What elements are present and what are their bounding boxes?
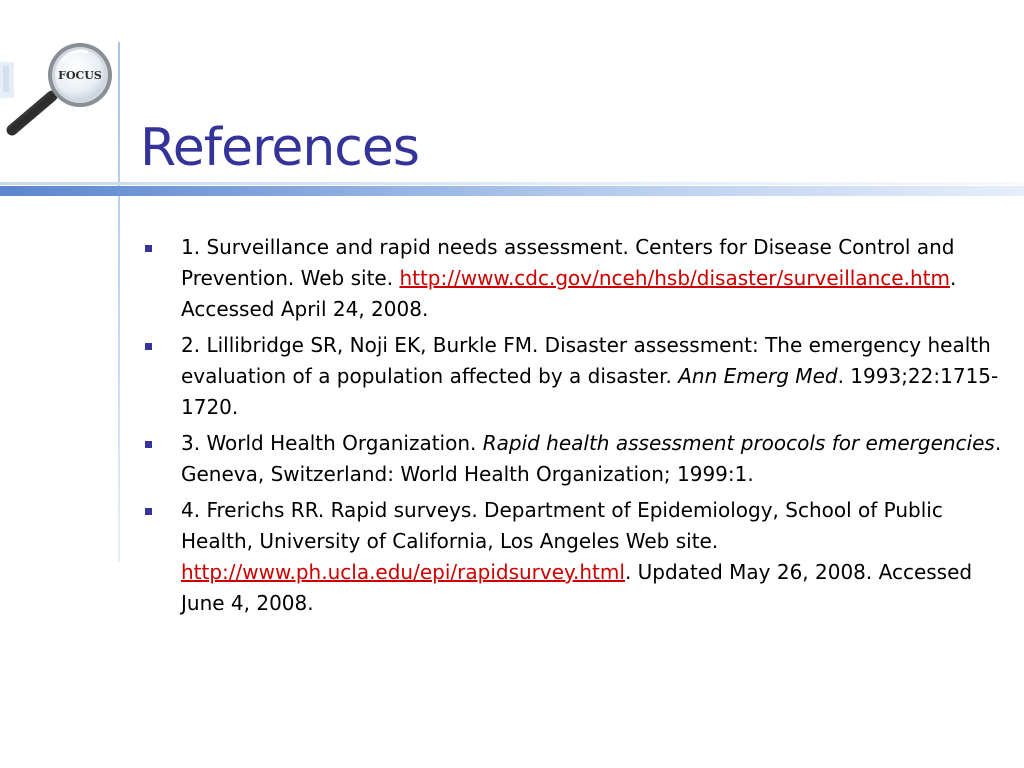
reference-1-text: 1. Surveillance and rapid needs assessment. Centers for Disease Control and Prevention. Web site. <box>181 235 955 290</box>
reference-1-link[interactable]: http://www.cdc.gov/nceh/hsb/disaster/surveillance.htm <box>399 266 950 290</box>
title-underline-highlight <box>0 182 1024 185</box>
focus-logo <box>0 40 120 140</box>
reference-3-book-title: Rapid health assessment proocols for emergencies <box>482 431 995 455</box>
reference-4-text: 4. Frerichs RR. Rapid surveys. Department of Epidemiology, School of Public Health, University of California, Los Angeles Web site. <box>181 498 943 553</box>
reference-3-text: 3. World Health Organization. <box>181 431 483 455</box>
magnifier-icon <box>0 40 120 140</box>
title-underline-bar <box>0 186 1024 196</box>
reference-3-publisher: . Geneva, Switzerland: World Health Organization; 1999:1. <box>181 431 1002 486</box>
slide-title: References <box>140 118 419 178</box>
bullet-icon <box>145 441 152 448</box>
reference-2-journal: Ann Emerg Med <box>678 364 838 388</box>
vertical-divider <box>118 42 120 562</box>
reference-4-link[interactable]: http://www.ph.ucla.edu/epi/rapidsurvey.html <box>181 560 625 584</box>
reference-item-2 <box>140 330 1010 423</box>
logo-label: FOCUS <box>58 69 102 82</box>
reference-2-citation: . 1993;22:1715-1720. <box>181 364 999 419</box>
bullet-icon <box>145 343 152 350</box>
bullet-icon <box>145 245 152 252</box>
reference-item-4 <box>140 495 1010 619</box>
reference-list <box>140 232 1010 624</box>
reference-item-1 <box>140 232 1010 325</box>
reference-2-text: 2. Lillibridge SR, Noji EK, Burkle FM. Disaster assessment: The emergency health evaluation of a population affected by a disaster. <box>181 333 991 388</box>
reference-1-accessed: . Accessed April 24, 2008. <box>181 266 957 321</box>
reference-4-dates: . Updated May 26, 2008. Accessed June 4, 2008. <box>181 560 973 615</box>
bullet-icon <box>145 508 152 515</box>
reference-item-3 <box>140 428 1010 490</box>
